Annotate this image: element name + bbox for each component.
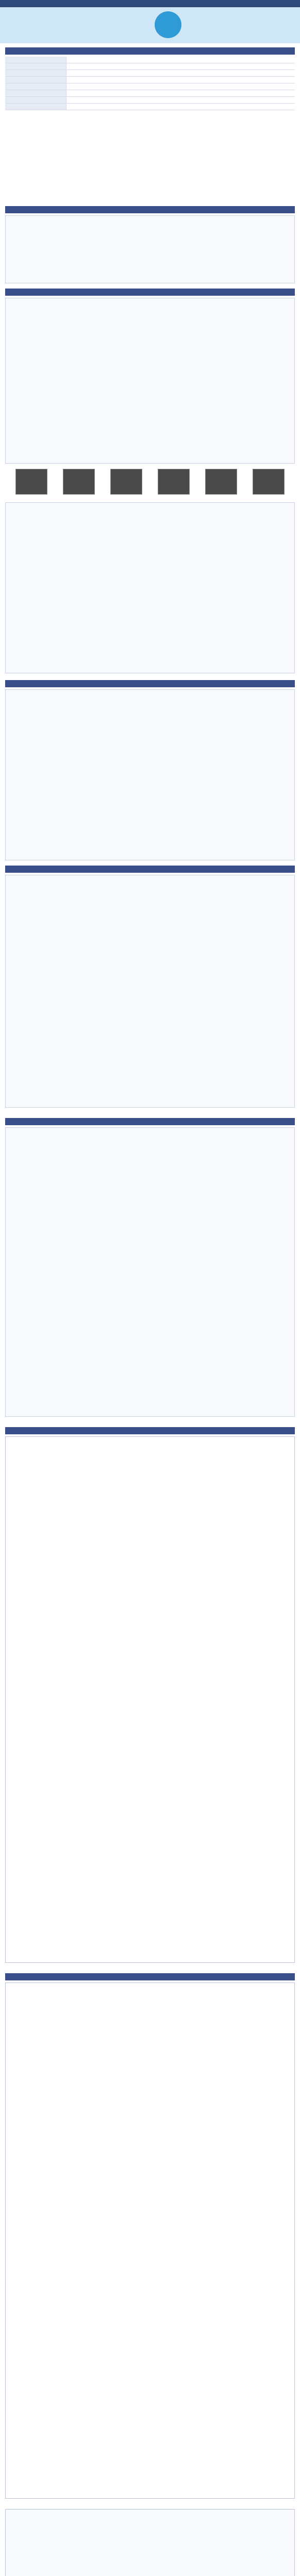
table-row bbox=[5, 90, 295, 97]
photo bbox=[63, 469, 95, 495]
top-header-band bbox=[0, 0, 300, 7]
photo bbox=[110, 469, 142, 495]
section-title-4 bbox=[5, 680, 295, 687]
row-value bbox=[66, 70, 295, 76]
row-key bbox=[5, 63, 66, 70]
article-card bbox=[5, 2509, 295, 2576]
worship-order-table bbox=[5, 57, 295, 191]
section-title-5 bbox=[5, 866, 295, 873]
photo bbox=[15, 469, 47, 495]
photo bbox=[205, 469, 237, 495]
row-key bbox=[5, 77, 66, 83]
row-value bbox=[66, 83, 295, 90]
row-key bbox=[5, 97, 66, 103]
row-key bbox=[5, 57, 66, 63]
section-title-7 bbox=[5, 1427, 295, 1434]
section-title-1 bbox=[5, 47, 295, 55]
table-row bbox=[5, 104, 295, 110]
text-block bbox=[5, 689, 295, 860]
row-value bbox=[66, 90, 295, 96]
row-value bbox=[66, 57, 295, 63]
section-title-3 bbox=[5, 289, 295, 296]
table-row bbox=[5, 63, 295, 70]
info-block bbox=[5, 215, 295, 283]
row-key bbox=[5, 104, 66, 110]
table-row bbox=[5, 83, 295, 90]
photo bbox=[253, 469, 285, 495]
row-key bbox=[5, 90, 66, 96]
row-value bbox=[66, 97, 295, 103]
article-card bbox=[5, 1436, 295, 1963]
text-block bbox=[5, 875, 295, 1108]
row-value bbox=[66, 77, 295, 83]
table-row bbox=[5, 57, 295, 63]
table-row bbox=[5, 77, 295, 83]
text-block bbox=[5, 298, 295, 464]
article-card bbox=[5, 1982, 295, 2499]
masthead bbox=[0, 7, 300, 43]
row-key bbox=[5, 70, 66, 76]
text-block bbox=[5, 1127, 295, 1417]
row-value bbox=[66, 63, 295, 70]
table-row bbox=[5, 70, 295, 77]
row-value bbox=[66, 104, 295, 110]
photo bbox=[158, 469, 190, 495]
section-title-6 bbox=[5, 1118, 295, 1125]
roster-block bbox=[5, 502, 295, 673]
masthead-logo bbox=[155, 11, 181, 38]
section-title-2 bbox=[5, 206, 295, 213]
section-title-8 bbox=[5, 1973, 295, 1980]
photo-strip bbox=[15, 469, 285, 495]
row-key bbox=[5, 83, 66, 90]
table-row bbox=[5, 97, 295, 104]
